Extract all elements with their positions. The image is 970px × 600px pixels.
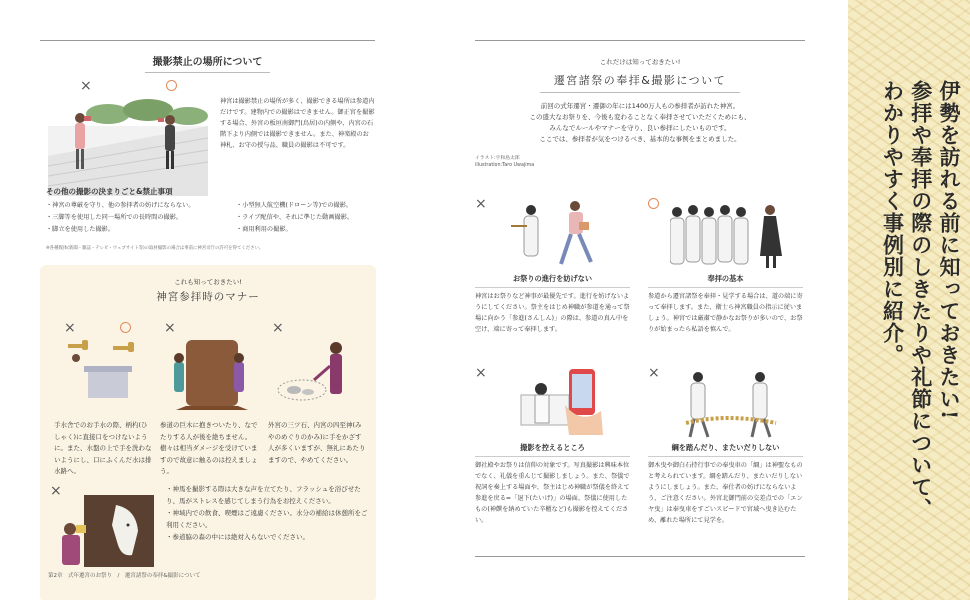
headline-line-1: 伊勢を訪れる前に知っておきたい! (937, 80, 962, 421)
card-title: 綱を踏んだり、またいだりしない (671, 443, 780, 452)
right-top-rule (475, 40, 805, 41)
vertical-headline-band (848, 0, 970, 600)
section1-description: 神宮は撮影禁止の場所が多く、撮影できる場所は参道内だけです。建物内での撮影はできません。御正宮を撮影する場合、外宮の板垣南御門(鳥居)の内側や、内宮の石階下より内側では撮影できません。また、神楽殿のお神札、お守の授与品、職員の撮影は不可です。 (220, 98, 375, 149)
manners-subtitle: これも知っておきたい! (174, 278, 242, 286)
card-title: 撮影を控えるところ (520, 443, 585, 452)
intro-line: この盛大なお祭りを、今後も変わることなく奉拝させていただくためにも、 (529, 113, 751, 121)
manner-bottom-item: ・神馬を撮影する際は大きな声を立てたり、フラッシュを浴びせたり、馬がストレスを感じてしまう行為をお控えください。 (166, 485, 361, 505)
ng-x-icon: × (80, 78, 92, 94)
card-text: 神宮はお祭りなど神事が最優先です。進行を妨げないようにしてください。祭主をはじめ神職が参道を通って祭場に向かう「参進(さんしん)」の際は、参道の真ん中を空け、端に寄って奉拝します。 (475, 293, 630, 333)
headline-columns (0, 80, 962, 520)
rule-item: ・小型無人航空機(ドローン等)での撮影。 (236, 202, 353, 209)
left-page (40, 40, 375, 541)
right-bottom-rule (475, 556, 805, 557)
manner-temizu-text: 手水舎でのお手水の際、柄杓(ひしゃく)に直接口をつけないように。また、水盤の上で手を洗わないようにし、口にふくんだ水は排水路へ。 (54, 421, 152, 475)
top-rule (40, 40, 375, 41)
card-text: 御木曳や御白石持行事での奉曳車の「綱」は神聖なものと考えられています。綱を踏んだり、またいだりしないようにしましょう。また、奉仕者の妨げにならないよう、ご注意ください。外宮北御門前の交差点での「エンヤ曳」は奉曳車をすごいスピードで宮域へ曳き込むため、離れた場所にて見学を。 (648, 462, 803, 524)
credit-ja: イラスト:宇和島太郎 (475, 156, 520, 161)
section1-underline (145, 72, 270, 73)
ng-x-icon: × (50, 483, 62, 499)
page-footer: 第2章 式年遷宮のお祭り / 遷宮諸祭の奉拝&撮影について (48, 573, 201, 579)
card-text: 御社殿やお祭りは信仰の対象です。写真撮影は興味本位でなく、礼儀を重んじて撮影しましょう。また、祭儀で祝詞を奏上する場面や、祭主はじめ神職が祭儀を終えて参進を戻る=「退下(たいげ)」の場面、祭儀に使用したもの(神饌を納めていた辛櫃など)も撮影を控えてください。 (475, 462, 630, 524)
ng-x-icon: × (475, 365, 487, 381)
manners-title: 神宮参拝時のマナー (156, 291, 260, 303)
media-note: ※各種媒体(新聞・雑誌・テレビ・ウェブサイト等)の取材撮影の場合は事前に神宮司庁の許可を得てください。 (46, 246, 264, 251)
manner-mitsuishi-text: 外宮の三ツ石、内宮の四至神(みやのめぐりのかみ)に手をかざす人が多くいますが、無礼にあたりますので、やめてください。 (268, 421, 366, 464)
right-subtitle: これだけは知っておきたい! (599, 58, 681, 66)
intro-line: 前回の式年遷宮・遷御の年には1400万人もの参拝者が訪れた神宮。 (540, 102, 740, 110)
ng-x-icon: × (475, 196, 487, 212)
credit-en: illustration:Taro Uwajima (475, 163, 535, 168)
rules-heading: その他の撮影の決まりごと&禁止事項 (46, 187, 173, 196)
ng-x-icon: × (64, 320, 76, 336)
card-title: お祭りの進行を妨げない (512, 274, 593, 283)
ng-x-icon: × (164, 320, 176, 336)
headline-line-3: わかりやすく事例別に紹介。 (880, 80, 906, 366)
intro-line: みんなでルールやマナーを守り、良い参拝にしたいものです。 (549, 124, 731, 132)
manner-trees-text: 参道の巨木に抱きついたり、なでたりする人が後を絶ちません。樹々は相当ダメージを受けていますので故意に触るのは控えましょう。 (160, 421, 258, 475)
rule-item: ・神宮の尊厳を守り、他の参拝者の妨げにならない。 (46, 202, 195, 209)
intro-line: ここでは、参拝者が気をつけるべき、基本的な事例をまとめました。 (539, 135, 741, 143)
rule-item: ・商用利用の撮影。 (236, 226, 292, 233)
rule-item: ・脚立を使用した撮影。 (46, 226, 115, 233)
right-title: 遷宮諸祭の奉拝&撮影について (553, 74, 727, 87)
rule-item: ・三脚等を使用した同一場所での長時間の撮影。 (46, 214, 183, 221)
card-title: 奉拝の基本 (707, 274, 744, 283)
section1-title: 撮影禁止の場所について (152, 57, 263, 68)
headline-line-2: 参拝や奉拝の際のしきたりや礼節について、 (908, 80, 934, 520)
ng-x-icon: × (648, 365, 660, 381)
manner-bottom-item: ・参道脇の森の中には絶対入らないでください。 (166, 533, 309, 541)
ng-x-icon: × (272, 320, 284, 336)
rule-item: ・ライブ配信や、それに準じた動画撮影。 (236, 214, 354, 221)
card-text: 参道から遷宮諸祭を奉拝・見学する場合は、道の端に寄って奉拝します。また、衛士ら神宮職員の指示に従いましょう。神宮では厳粛で静かなお祭りが多いので、お祭りが始まったら私語を慎んで。 (648, 293, 803, 333)
manner-bottom-item: ・神域内での飲食、喫煙はご遠慮ください。水分の補給は休憩所をご利用ください。 (166, 509, 368, 529)
